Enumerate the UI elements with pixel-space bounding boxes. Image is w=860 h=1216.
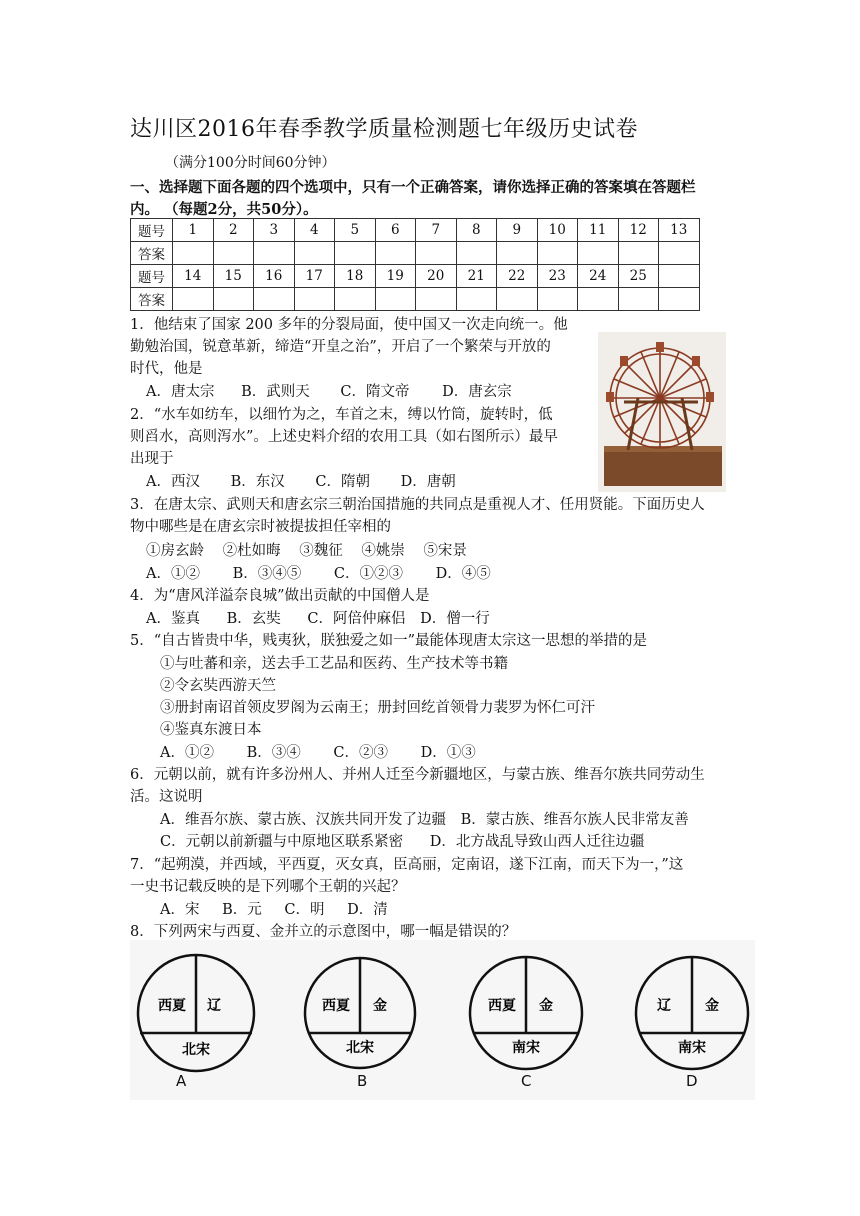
answer-cell[interactable] [497,288,538,311]
answer-cell[interactable] [294,288,335,311]
answer-cell[interactable] [173,242,214,265]
question-2-line1: 2．“水车如纺车，以细竹为之，车首之末，缚以竹筒，旋转时，低 [130,407,553,423]
row-label-number: 题号 [131,265,173,288]
option-a[interactable]: A．①② [160,745,214,761]
table-cell: 13 [659,219,700,242]
table-cell: 20 [416,265,457,288]
table-cell: 11 [578,219,619,242]
answer-cell[interactable] [416,242,457,265]
table-cell: 18 [335,265,376,288]
answer-cell[interactable] [375,288,416,311]
exam-info: （满分100分时间60分钟） [165,155,336,171]
answer-cell[interactable] [254,288,295,311]
table-row [131,219,700,242]
question-3-line2: 物中哪些是在唐玄宗时被提拔担任宰相的 [130,519,391,535]
answer-cell[interactable] [254,242,295,265]
map-b-left-label: 西夏 [322,998,350,1014]
table-cell [659,265,700,288]
question-2-options [146,471,456,493]
answer-cell[interactable] [213,242,254,265]
option-b[interactable]: B．③④⑤ [232,566,302,582]
table-cell: 1 [173,219,214,242]
table-cell: 12 [618,219,659,242]
map-c-bottom-label: 南宋 [512,1040,540,1056]
option-a[interactable]: A．唐太宗 [146,384,215,400]
option-c[interactable]: C．①②③ [333,566,403,582]
answer-cell[interactable] [659,242,700,265]
answer-cell[interactable] [335,242,376,265]
table-cell: 5 [335,219,376,242]
question-2-line2: 则舀水，高则泻水”。上述史料介绍的农用工具（如右图所示）最早 [130,429,558,445]
question-4-options [146,608,490,630]
option-d[interactable]: D．④⑤ [435,566,491,582]
option-a[interactable]: A．宋 [160,902,200,918]
table-cell: 2 [213,219,254,242]
answer-cell[interactable] [173,288,214,311]
map-c-letter[interactable]: C [521,1072,532,1090]
map-a-bottom-label: 北宋 [182,1042,210,1058]
maps-figure [130,940,755,1100]
map-b-letter[interactable]: B [357,1072,368,1090]
map-c-left-label: 西夏 [488,998,516,1014]
option-d[interactable]: D．僧一行 [420,611,490,627]
answer-cell[interactable] [578,288,619,311]
option-c[interactable]: C．隋文帝 [340,384,410,400]
map-b-right-label: 金 [373,998,387,1014]
question-6-options-row2 [160,831,644,853]
answer-cell[interactable] [497,242,538,265]
option-b[interactable]: B．蒙古族、维吾尔族人民非常友善 [460,812,689,828]
question-5-line1: 5．“自古皆贵中华，贱夷狄，朕独爱之如一”最能体现唐太宗这一思想的举措的是 [130,633,648,649]
option-a[interactable]: A．维吾尔族、蒙古族、汉族共同开发了边疆 [160,812,446,828]
answer-cell[interactable] [213,288,254,311]
question-6-line1: 6．元朝以前，就有许多汾州人、并州人迁至今新疆地区，与蒙古族、维吾尔族共同劳动生 [130,767,705,783]
question-5-item1: ①与吐蕃和亲，送去手工艺品和医药、生产技术等书籍 [160,656,508,672]
table-cell: 10 [537,219,578,242]
question-5-options [160,742,476,764]
answer-cell[interactable] [618,242,659,265]
table-cell: 6 [375,219,416,242]
map-a [138,955,254,1071]
option-d[interactable]: D．①③ [420,745,476,761]
table-cell: 25 [618,265,659,288]
question-7-options [160,899,388,921]
question-1-line1: 1．他结束了国家 200 多年的分裂局面，使中国又一次走向统一。他 [130,317,568,333]
option-b[interactable]: B．元 [222,902,262,918]
answer-cell[interactable] [335,288,376,311]
option-b[interactable]: B．东汉 [230,474,285,490]
question-5-item2: ②令玄奘西游天竺 [160,678,276,694]
answer-table [130,218,700,311]
waterwheel-image [598,332,726,492]
table-cell: 9 [497,219,538,242]
answer-cell[interactable] [659,288,700,311]
map-a-left-label: 西夏 [158,998,186,1014]
table-cell: 21 [456,265,497,288]
row-label-answer: 答案 [131,242,173,265]
option-c[interactable]: C．阿倍仲麻侣 [307,611,406,627]
map-d-right-label: 金 [705,998,719,1014]
answer-cell[interactable] [618,288,659,311]
table-cell: 23 [537,265,578,288]
answer-cell[interactable] [456,288,497,311]
option-d[interactable]: D．唐玄宗 [442,384,512,400]
map-d-left-label: 辽 [657,998,671,1014]
option-c[interactable]: C．隋朝 [315,474,370,490]
table-row [131,288,700,311]
question-3-line1: 3．在唐太宗、武则天和唐玄宗三朝治国措施的共同点是重视人才、任用贤能。下面历史人 [130,497,705,513]
table-cell: 3 [254,219,295,242]
map-a-letter[interactable]: A [176,1072,187,1090]
question-2-line3: 出现于 [130,451,174,467]
option-b[interactable]: B．③④ [246,745,301,761]
table-cell: 14 [173,265,214,288]
page-title: 达川区2016年春季教学质量检测题七年级历史试卷 [130,117,638,142]
question-7-line2: 一史书记载反映的是下列哪个王朝的兴起？ [130,879,406,895]
question-7-line1: 7．“起朔漠，并西域，平西夏，灭女真，臣高丽，定南诏，遂下江南，而天下为一，”这 [130,857,684,873]
table-cell: 24 [578,265,619,288]
option-d[interactable]: D．清 [347,902,388,918]
answer-cell[interactable] [537,288,578,311]
question-8-line1: 8．下列两宋与西夏、金并立的示意图中，哪一幅是错误的？ [130,924,517,940]
table-cell: 4 [294,219,335,242]
question-1-options [146,381,512,403]
section-heading-line1: 一、选择题下面各题的四个选项中，只有一个正确答案，请你选择正确的答案填在答题栏 [130,179,696,196]
option-a[interactable]: A．①② [146,566,200,582]
map-c-right-label: 金 [539,998,553,1014]
option-c[interactable]: C．明 [284,902,325,918]
question-5-item3: ③册封南诏首领皮罗阁为云南王；册封回纥首领骨力裴罗为怀仁可汗 [160,700,595,716]
question-4-line1: 4．为“唐风洋溢奈良城”做出贡献的中国僧人是 [130,588,430,604]
question-3-items: ①房玄龄 ②杜如晦 ③魏征 ④姚崇 ⑤宋景 [146,543,467,559]
row-label-number: 题号 [131,219,173,242]
table-cell: 7 [416,219,457,242]
question-5-item4: ④鉴真东渡日本 [160,722,262,738]
map-d [636,957,748,1069]
answer-cell[interactable] [537,242,578,265]
section-heading-line2: 内。 （每题2分，共50分）。 [130,201,318,218]
table-row [131,265,700,288]
map-d-letter[interactable]: D [686,1072,698,1090]
question-3-options [146,563,491,585]
map-a-right-label: 辽 [207,998,221,1014]
answer-cell[interactable] [416,288,457,311]
table-cell: 22 [497,265,538,288]
answer-cell[interactable] [578,242,619,265]
map-b [305,958,415,1068]
table-cell: 17 [294,265,335,288]
answer-cell[interactable] [456,242,497,265]
option-c[interactable]: C．元朝以前新疆与中原地区联系紧密 [160,834,404,850]
question-1-line3: 时代，他是 [130,361,203,377]
map-c [470,957,582,1069]
option-c[interactable]: C．②③ [333,745,388,761]
table-cell: 16 [254,265,295,288]
table-cell: 8 [456,219,497,242]
table-row [131,242,700,265]
map-b-bottom-label: 北宋 [346,1040,374,1056]
answer-cell[interactable] [294,242,335,265]
table-cell: 19 [375,265,416,288]
option-a[interactable]: A．西汉 [146,474,200,490]
option-b[interactable]: B．玄奘 [226,611,281,627]
question-1-line2: 勤勉治国，锐意革新，缔造“开皇之治”，开启了一个繁荣与开放的 [130,339,551,355]
answer-cell[interactable] [375,242,416,265]
table-cell: 15 [213,265,254,288]
question-6-options-row1 [160,809,689,831]
row-label-answer: 答案 [131,288,173,311]
map-d-bottom-label: 南宋 [678,1040,706,1056]
option-d[interactable]: D．北方战乱导致山西人迁往边疆 [429,834,645,850]
option-d[interactable]: D．唐朝 [400,474,456,490]
question-6-line2: 活。这说明 [130,789,203,805]
option-b[interactable]: B．武则天 [241,384,310,400]
option-a[interactable]: A．鉴真 [146,611,200,627]
